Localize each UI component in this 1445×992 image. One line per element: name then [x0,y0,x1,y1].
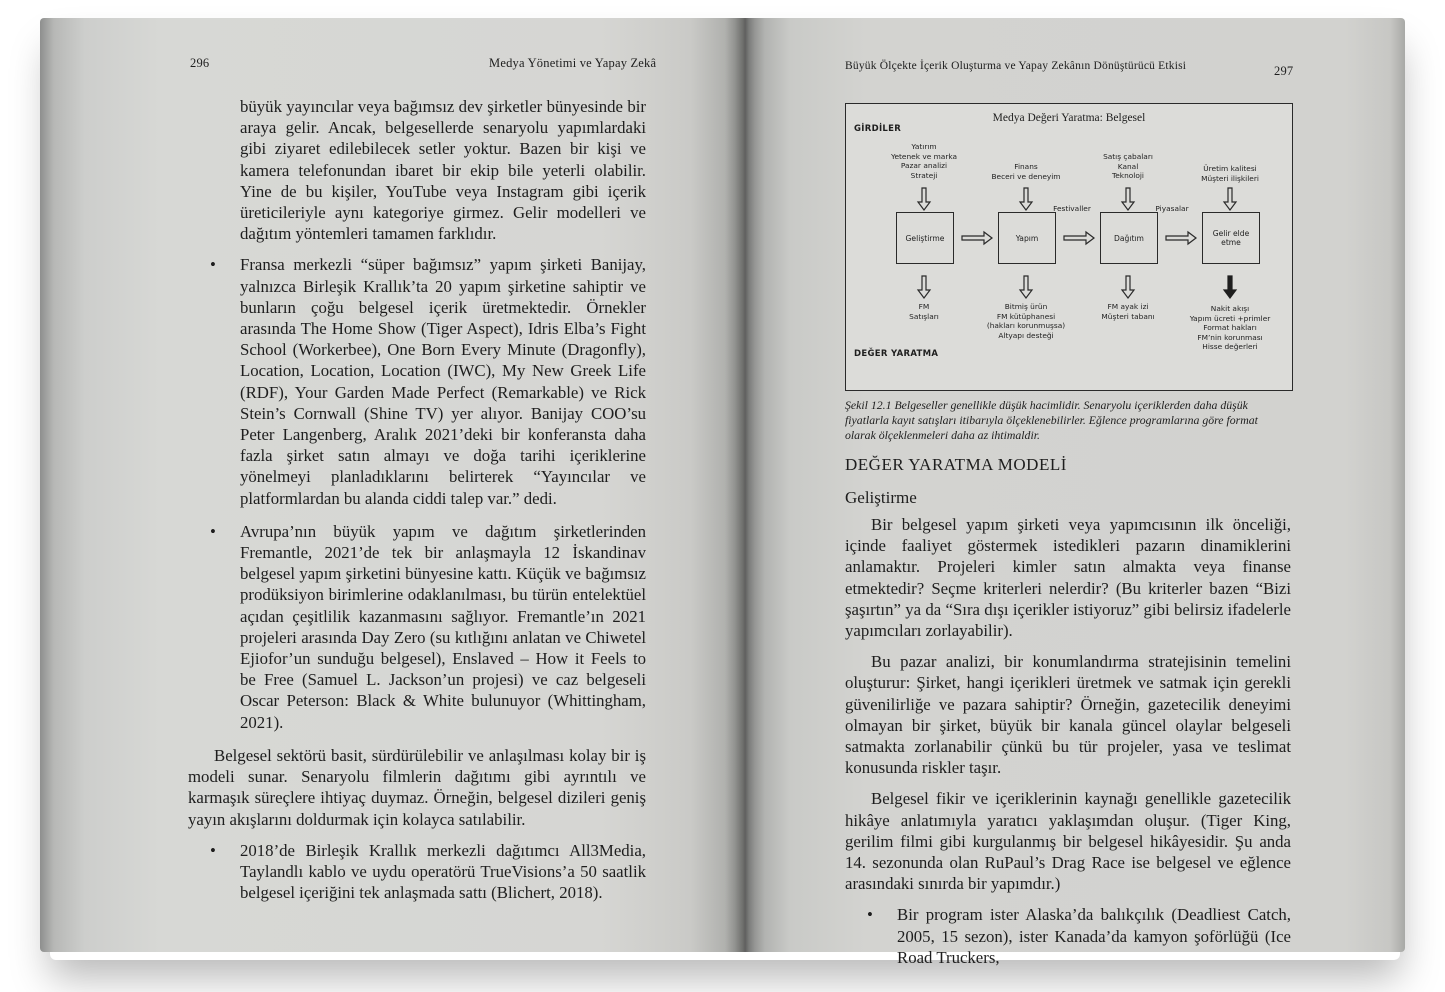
left-body [188,96,646,915]
input-text: Finans Beceri ve deneyim [991,162,1061,181]
bullet-text: 2018’de Birleşik Krallık merkezli dağıtımcı All3Media, Taylandlı kablo ve uydu operatörü TrueVisions’a 50 saatlik belgesel içeriğini tek anlaşmada sattı (Blichert, 2018). [240,840,646,903]
left-page [40,18,745,952]
page-number-left: 296 [190,56,210,70]
stage-box: Gelir elde etme [1202,212,1260,264]
paragraph: Belgesel fikir ve içeriklerinin kaynağı genellikle gazetecilik hikâye anlatımıyla yaratıcı yaklaşımdan oluşur. (Tiger King, gerilim filmi gibi kurgulanmış bir belgesel hikâyesidir. Şu anda 14. sezonunda olan RuPaul’s Drag Race ise belgesel ve eğlence arasındaki sınırda bir yapımdır.) [845,789,1291,894]
subheading: Geliştirme [845,488,917,507]
bullet-text: Avrupa’nın büyük yapım ve dağıtım şirketlerinden Fremantle, 2021’de tek bir anlaşmayla 12 İskandinav belgesel yapım şirketini bünyesine kattı. Küçük ve bağımsız prodüksiyon birimlerine odaklanılması, bu türün entelektüel açıdan çeşitlilik kazanmasını sağlıyor. Fremantle’ın 2021 projeleri arasında Day Zero (su kıtlığını anlatan ve Chiwetel Ejiofor’un sunduğu belgesel), Enslaved – How it Feels to be Free (Samuel L. Jackson’un projesi) ve caz belgeseli Oscar Peterson: Black & White bulunuyor (Whittingham, 2021). [240,521,646,732]
bullet-item [188,521,646,733]
paragraph: büyük yayıncılar veya bağımsız dev şirketler bünyesinde bir araya gelir. Ancak, belgesellerde senaryolu yapımlardaki gibi ziyaret edilebilecek setler yoktur. Bazen bir kişi ve kamera telefonundan ibaret bir ekip bile yeterli olabilir. Yine de bu kişiler, YouTube veya Instagram gibi içerik üreticileriyle aynı kategoriye girmez. Gelir modelleri ve dağıtım yöntemleri tamamen farklıdır. [240,97,646,244]
output-text: FM ayak izi Müşteri tabanı [1101,302,1155,321]
bullet-text: Fransa merkezli “süper bağımsız” yapım şirketi Banijay, yalnızca Birleşik Krallık’ta 20 yapım şirketine sahiptir ve bunların çoğu belgesel içerik üretmektedir. Örnekler arasında The Home Show (Tiger Aspect), Idris Elba’s Fight School (Workerbee), One Born Every Minute (Dragonfly), Location, Location, Location (IWC), My New Greek Life (RDF), Your Garden Made Perfect (Remarkable) ve Rick Stein’s Cornwall (Shine TV) yer alıyor. Banijay COO’su Peter Langenberg, Aralık 2021’deki bir konferansta daha fazla şirket satın almayı ve doğa tarihi içeriklerine yönelmeyi planladıklarını belirterek “Yayıncılar ve platformlardan bu alanda ciddi talep var.” dedi. [240,255,646,508]
bullet-icon: • [210,840,216,860]
stage-box: Dağıtım [1100,212,1158,264]
output-text: Nakit akışı Yapım ücreti +primler Format hakları FM’nin korunması Hisse değerleri [1189,304,1271,352]
input-text: Üretim kalitesi Müşteri ilişkileri [1201,164,1259,183]
bullet-icon: • [210,255,216,275]
output-text: FM Satışları [909,302,939,321]
output-text: Bitmiş ürün FM kütüphanesi (hakları korunmuşsa) Altyapı desteği [986,302,1066,340]
section-heading: DEĞER YARATMA MODELİ [845,455,1067,474]
input-text: Yatırım Yetenek ve marka Pazar analizi Strateji [890,142,958,180]
stage-box: Yapım [998,212,1056,264]
running-head-right: Büyük Ölçekte İçerik Oluşturma ve Yapay Zekânın Dönüştürücü Etkisi [845,60,1187,72]
bullet-item [188,254,646,508]
inputs-label: GİRDİLER [854,124,902,134]
running-head-left: Medya Yönetimi ve Yapay Zekâ [489,56,657,70]
bullet-icon: • [867,905,873,925]
paragraph: Bu pazar analizi, bir konumlandırma stratejisinin temelini oluşturur: Şirket, hangi içerikleri üretmek ve satmak için gerekli güvenilirliğe ve pazara sahiptir? Örneğin, gazetecilik deneyimi olmayan bir şirket, büyük bir kanala güncel olaylar belgeseli satmakta zorlanabilir çünkü bu tür projeler, yasa ve teslimat konusunda riskler taşır. [845,652,1291,778]
connector-label: Festivaller [1053,204,1091,213]
page-number-right: 297 [1274,64,1294,78]
paragraph: Bir belgesel yapım şirketi veya yapımcısının ilk önceliği, içinde faaliyet göstermek istedikleri pazarın dinamiklerini anlamaktır. Projeleri kimler satın almakta veya finanse etmektedir? Seçme kriterleri nelerdir? (Bu kriterler bazen “Bizi şaşırtın” ya da “Sıra dışı içerikler istiyoruz” gibi belirsiz ifadelerle yapımcıları zorlayabilir). [845,515,1291,641]
figure-value-chain [845,103,1293,391]
outputs-label: DEĞER YARATMA [854,349,939,359]
right-body [845,514,1291,980]
bullet-text: Bir program ister Alaska’da balıkçılık (Deadliest Catch, 2005, 15 sezon), ister Kanada’da kamyon şoförlüğü (Ice Road Truckers, [897,905,1291,967]
input-text: Satış çabaları Kanal Teknoloji [1103,152,1153,181]
right-page [745,18,1405,967]
book-spine [725,18,765,952]
paragraph: Belgesel sektörü basit, sürdürülebilir ve anlaşılması kolay bir iş modeli sunar. Senaryolu filmlerin dağıtımı gibi ayrıntılı ve karmaşık süreçlere ihtiyaç duymaz. Örneğin, belgesel dizileri geniş yayın akışlarını doldurmak için kolayca satılabilir. [188,745,646,829]
bullet-item [845,904,1291,968]
figure-title: Medya Değeri Yaratma: Belgesel [992,112,1146,124]
figure-caption: Şekil 12.1 Belgeseller genellikle düşük hacimlidir. Senaryolu içeriklerden daha düşük fiyatlarla kayıt satışları itibarıyla ölçeklenebilirler. Eğlence programlarına göre format olarak ölçeklenmeleri daha az ihtimaldir. [845,398,1258,442]
bullet-item [188,840,646,904]
stage-box: Geliştirme [896,212,954,264]
connector-label: Piyasalar [1155,204,1189,213]
bullet-icon: • [210,521,216,541]
